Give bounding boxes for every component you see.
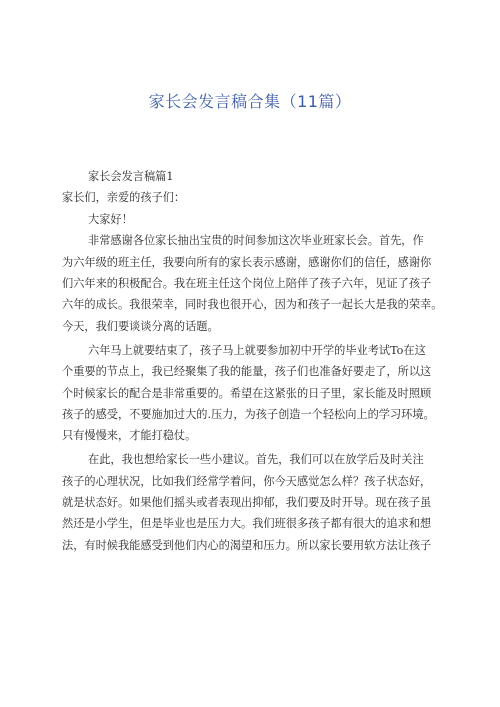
paragraph-line: 在此，我也想给家长一些小建议。首先，我们可以在放学后及时关注 <box>88 453 424 467</box>
paragraph-line: 只有慢慢来，才能打稳仗。 <box>62 429 197 443</box>
paragraph-line: 就是状态好。如果他们摇头或者表现出抑郁，我们要及时开导。现在孩子虽 <box>62 496 432 510</box>
paragraph-line: 孩子的心理状况，比如我们经常学着问，你今天感觉怎么样？孩子状态好， <box>62 474 432 488</box>
paragraph-line: 然还是小学生，但是毕业也是压力大。我们班很多孩子都有很大的追求和想 <box>62 517 432 531</box>
paragraph-line: 们六年来的积极配合。我在班主任这个岗位上陪伴了孩子六年，见证了孩子 <box>62 276 432 290</box>
greeting: 大家好！ <box>88 212 133 226</box>
paragraph-line: 个重要的节点上，我已经聚集了我的能量，孩子们也准备好要走了，所以这 <box>62 365 432 379</box>
paragraph-line: 法，有时候我能感受到他们内心的渴望和压力。所以家长要用软方法让孩子 <box>62 538 432 552</box>
paragraph-line: 为六年级的班主任，我要向所有的家长表示感谢，感谢你们的信任，感谢你 <box>62 255 432 269</box>
section-heading: 家长会发言稿篇1 <box>88 170 174 183</box>
paragraph-line: 孩子的感受，不要施加过大的.压力，为孩子创造一个轻松向上的学习环境。 <box>62 407 435 421</box>
document-title: 家长会发言稿合集（11篇） <box>148 92 352 111</box>
paragraph-line: 今天，我们要谈谈分离的话题。 <box>62 319 219 333</box>
paragraph-line: 六年马上就要结束了，孩子马上就要参加初中开学的毕业考试To在这 <box>88 343 426 357</box>
paragraph-line: 六年的成长。我很荣幸，同时我也很开心，因为和孩子一起长大是我的荣幸。 <box>62 298 443 312</box>
salutation: 家长们，亲爱的孩子们： <box>62 191 186 205</box>
paragraph-line: 非常感谢各位家长抽出宝贵的时间参加这次毕业班家长会。首先，作 <box>88 234 424 248</box>
document-body <box>62 166 446 556</box>
paragraph-line: 个时候家长的配合是非常重要的。希望在这紧张的日子里，家长能及时照顾 <box>62 386 432 400</box>
